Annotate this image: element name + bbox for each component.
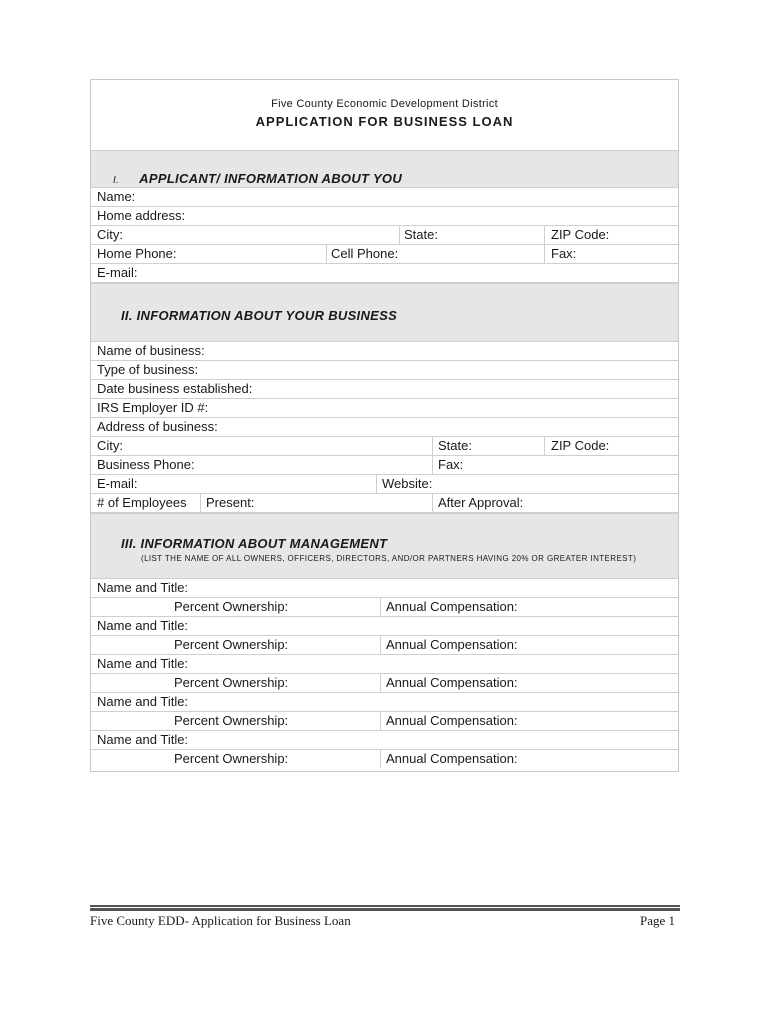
section-management-subtitle: (LIST THE NAME OF ALL OWNERS, OFFICERS, DIRECTORS, AND/OR PARTNERS HAVING 20% OR GREATER INTEREST)	[141, 554, 637, 563]
business-city-row[interactable]	[91, 437, 678, 456]
manager-4-name-row[interactable]	[91, 693, 678, 712]
irs-id-row[interactable]	[91, 399, 678, 418]
manager-1-details-row[interactable]	[91, 598, 678, 617]
divider	[326, 245, 327, 263]
divider	[432, 494, 433, 512]
manager-3-name-row[interactable]	[91, 655, 678, 674]
state-label: State:	[404, 227, 438, 242]
section-number: I.	[113, 175, 120, 186]
annual-compensation-label: Annual Compensation:	[386, 713, 518, 728]
percent-ownership-label: Percent Ownership:	[174, 675, 289, 690]
divider	[432, 437, 433, 455]
percent-ownership-label: Percent Ownership:	[174, 599, 289, 614]
business-phone-label: Business Phone:	[97, 457, 195, 472]
business-address-row[interactable]	[91, 418, 678, 437]
divider	[380, 636, 381, 654]
name-title-label: Name and Title:	[97, 732, 189, 747]
business-phone-row[interactable]	[91, 456, 678, 475]
business-city-label: City:	[97, 438, 123, 453]
name-title-label: Name and Title:	[97, 580, 189, 595]
footer-document-title: Five County EDD- Application for Business Loan	[90, 913, 351, 928]
annual-compensation-label: Annual Compensation:	[386, 599, 518, 614]
employees-present-label: Present:	[206, 495, 255, 510]
employees-after-approval-label: After Approval:	[438, 495, 524, 510]
divider	[376, 475, 377, 493]
business-state-label: State:	[438, 438, 472, 453]
section-business-title: II. INFORMATION ABOUT YOUR BUSINESS	[121, 308, 398, 323]
business-name-label: Name of business:	[97, 343, 205, 358]
footer-rule	[90, 905, 680, 911]
city-label: City:	[97, 227, 123, 242]
divider	[544, 226, 545, 244]
business-type-row[interactable]	[91, 361, 678, 380]
divider	[399, 226, 400, 244]
home-phone-label: Home Phone:	[97, 246, 177, 261]
applicant-phone-row[interactable]	[91, 245, 678, 264]
name-title-label: Name and Title:	[97, 618, 189, 633]
divider	[200, 494, 201, 512]
percent-ownership-label: Percent Ownership:	[174, 751, 289, 766]
employees-label: # of Employees	[97, 495, 187, 510]
section-applicant-header	[91, 150, 678, 188]
annual-compensation-label: Annual Compensation:	[386, 675, 518, 690]
section-management-header	[91, 513, 678, 579]
section-heading: APPLICANT/ INFORMATION ABOUT YOU	[139, 171, 403, 186]
annual-compensation-label: Annual Compensation:	[386, 637, 518, 652]
divider	[380, 712, 381, 730]
divider	[544, 245, 545, 263]
irs-id-label: IRS Employer ID #:	[97, 400, 209, 415]
applicant-name-row[interactable]	[91, 188, 678, 207]
applicant-address-row[interactable]	[91, 207, 678, 226]
date-established-row[interactable]	[91, 380, 678, 399]
divider	[380, 674, 381, 692]
business-fax-label: Fax:	[438, 457, 464, 472]
website-label: Website:	[382, 476, 433, 491]
manager-1-name-row[interactable]	[91, 579, 678, 598]
fax-label: Fax:	[551, 246, 577, 261]
divider	[380, 750, 381, 768]
loan-application-form	[90, 79, 679, 772]
footer-page-number: Page 1	[640, 913, 676, 928]
manager-2-name-row[interactable]	[91, 617, 678, 636]
applicant-email-row[interactable]	[91, 264, 678, 283]
name-title-label: Name and Title:	[97, 656, 189, 671]
section-business-header	[91, 283, 678, 342]
organization-name: Five County Economic Development District	[271, 98, 498, 110]
business-address-label: Address of business:	[97, 419, 218, 434]
divider	[544, 437, 545, 455]
section-applicant-title	[113, 171, 402, 186]
zip-label: ZIP Code:	[551, 227, 610, 242]
business-email-row[interactable]	[91, 475, 678, 494]
applicant-name-label: Name:	[97, 189, 136, 204]
business-type-label: Type of business:	[97, 362, 199, 377]
business-zip-label: ZIP Code:	[551, 438, 610, 453]
business-email-label: E-mail:	[97, 476, 138, 491]
manager-2-details-row[interactable]	[91, 636, 678, 655]
employees-row[interactable]	[91, 494, 678, 513]
applicant-city-row[interactable]	[91, 226, 678, 245]
business-name-row[interactable]	[91, 342, 678, 361]
divider	[380, 598, 381, 616]
percent-ownership-label: Percent Ownership:	[174, 713, 289, 728]
annual-compensation-label: Annual Compensation:	[386, 751, 518, 766]
divider	[432, 456, 433, 474]
home-address-label: Home address:	[97, 208, 186, 223]
cell-phone-label: Cell Phone:	[331, 246, 399, 261]
form-title: APPLICATION FOR BUSINESS LOAN	[255, 114, 514, 129]
form-header	[91, 80, 678, 150]
manager-5-details-row[interactable]	[91, 750, 678, 769]
percent-ownership-label: Percent Ownership:	[174, 637, 289, 652]
manager-3-details-row[interactable]	[91, 674, 678, 693]
manager-4-details-row[interactable]	[91, 712, 678, 731]
name-title-label: Name and Title:	[97, 694, 189, 709]
email-label: E-mail:	[97, 265, 138, 280]
date-established-label: Date business established:	[97, 381, 253, 396]
manager-5-name-row[interactable]	[91, 731, 678, 750]
section-management-title: III. INFORMATION ABOUT MANAGEMENT	[121, 536, 388, 551]
